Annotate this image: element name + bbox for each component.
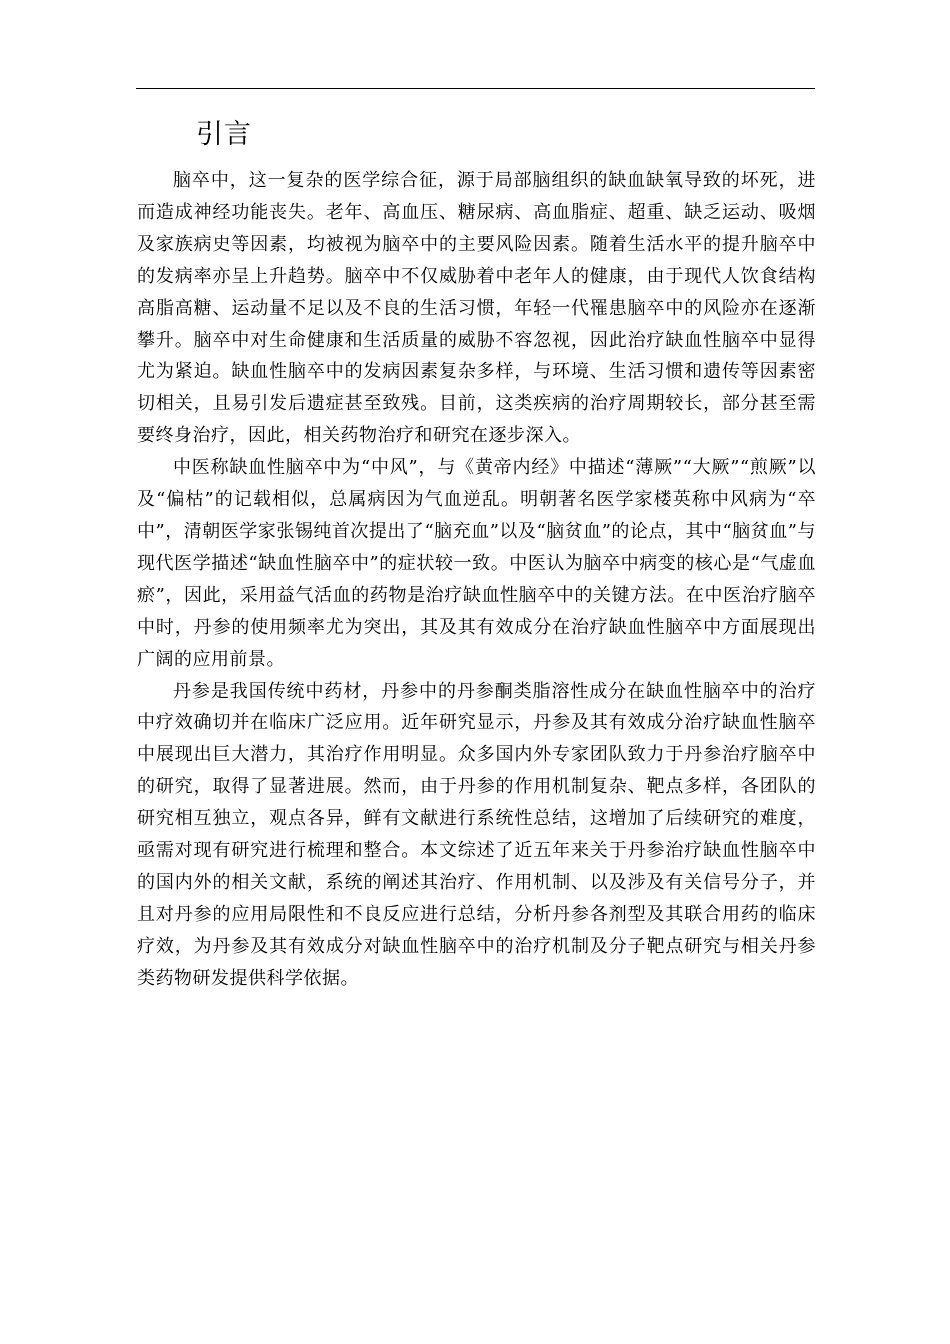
paragraph-3: 丹参是我国传统中药材，丹参中的丹参酮类脂溶性成分在缺血性脑卒中的治疗中疗效确切并在临床广泛应用。近年研究显示，丹参及其有效成分治疗缺血性脑卒中展现出巨大潜力，其治疗作用明显。众多国内外专家团队致力于丹参治疗脑卒中的研究，取得了显著进展。然而，由于丹参的作用机制复杂、靶点多样，各团队的研究相互独立，观点各异，鲜有文献进行系统性总结，这增加了后续研究的难度，亟需对现有研究进行梳理和整合。本文综述了近五年来关于丹参治疗缺血性脑卒中的国内外的相关文献，系统的阐述其治疗、作用机制、以及涉及有关信号分子，并且对丹参的应用局限性和不良反应进行总结，分析丹参各剂型及其联合用药的临床疗效，为丹参及其有效成分对缺血性脑卒中的治疗机制及分子靶点研究与相关丹参类药物研发提供科学依据。 [137, 680, 816, 989]
body-text [137, 165, 816, 995]
header-rule [136, 88, 815, 89]
paragraph-2: 中医称缺血性脑卒中为“中风”，与《黄帝内经》中描述“薄厥”“大厥”“煎厥”以及“偏枯”的记载相似，总属病因为气血逆乱。明朝著名医学家楼英称中风病为“卒中”，清朝医学家张锡纯首次提出了“脑充血”以及“脑贫血”的论点，其中“脑贫血”与现代医学描述“缺血性脑卒中”的症状较一致。中医认为脑卒中病变的核心是“气虚血瘀”，因此，采用益气活血的药物是治疗缺血性脑卒中的关键方法。在中医治疗脑卒中时，丹参的使用频率尤为突出，其及其有效成分在治疗缺血性脑卒中方面展现出广阔的应用前景。 [137, 457, 816, 670]
section-heading: 引言 [196, 119, 252, 150]
paragraph-1: 脑卒中，这一复杂的医学综合征，源于局部脑组织的缺血缺氧导致的坏死，进而造成神经功能丧失。老年、高血压、糖尿病、高血脂症、超重、缺乏运动、吸烟及家族病史等因素，均被视为脑卒中的主要风险因素。随着生活水平的提升脑卒中的发病率亦呈上升趋势。脑卒中不仅威胁着中老年人的健康，由于现代人饮食结构高脂高糖、运动量不足以及不良的生活习惯，年轻一代罹患脑卒中的风险亦在逐渐攀升。脑卒中对生命健康和生活质量的威胁不容忽视，因此治疗缺血性脑卒中显得尤为紧迫。缺血性脑卒中的发病因素复杂多样，与环境、生活习惯和遗传等因素密切相关，且易引发后遗症甚至致残。目前，这类疾病的治疗周期较长，部分甚至需要终身治疗，因此，相关药物治疗和研究在逐步深入。 [137, 170, 816, 447]
